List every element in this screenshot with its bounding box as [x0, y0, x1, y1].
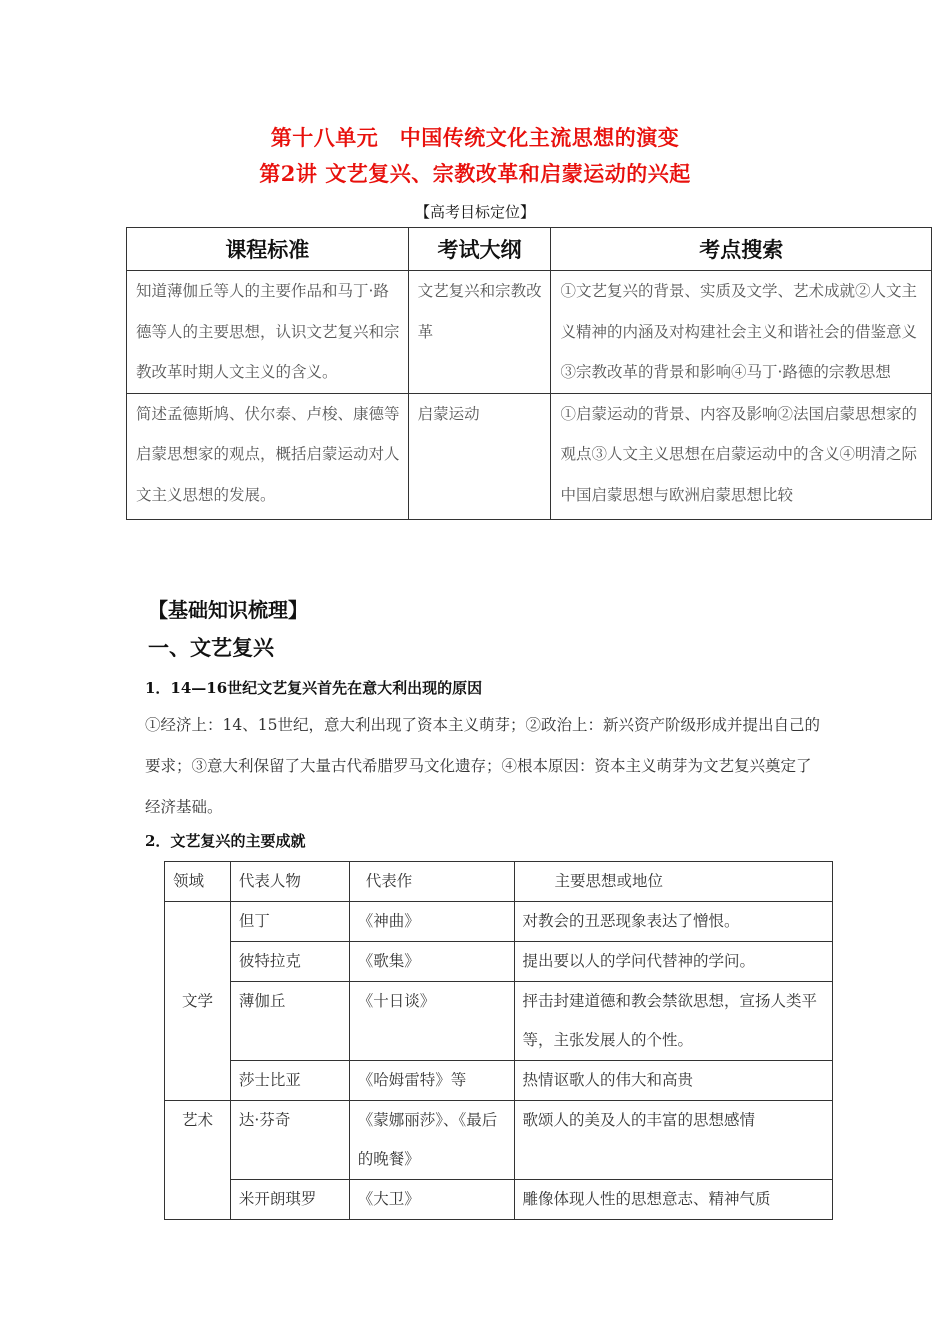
lesson-title: 第2讲 文艺复兴、宗教改革和启蒙运动的兴起 — [259, 161, 691, 186]
table-row — [165, 942, 833, 982]
header-field: 领域 — [165, 862, 231, 902]
target-table-header — [127, 228, 932, 271]
table-row — [165, 1101, 833, 1180]
achievements-header — [165, 862, 833, 902]
cell-work: 《蒙娜丽莎》、《最后的晚餐》 — [349, 1101, 514, 1180]
table-row — [165, 1061, 833, 1101]
item1-text: ①经济上：14、15世纪，意大利出现了资本主义萌芽；②政治上：新兴资产阶级形成并提出自己的要求；③意大利保留了大量古代希腊罗马文化遗存；④根本原因：资本主义萌芽为文艺复兴奠定了经济基础。 — [145, 716, 820, 816]
cell-standard: 简述孟德斯鸠、伏尔泰、卢梭、康德等启蒙思想家的观点，概括启蒙运动对人文主义思想的发展。 — [127, 393, 409, 520]
field-art: 艺术 — [165, 1101, 231, 1220]
part-heading: 一、文艺复兴 — [148, 635, 274, 660]
cell-outline: 启蒙运动 — [408, 393, 551, 520]
cell-work: 《十日谈》 — [349, 982, 514, 1061]
table-row — [127, 393, 932, 520]
header-person: 代表人物 — [230, 862, 349, 902]
achievements-table — [164, 861, 833, 1220]
cell-person: 薄伽丘 — [230, 982, 349, 1061]
item1-title: 1．14—16世纪文艺复兴首先在意大利出现的原因 — [145, 679, 483, 697]
cell-idea: 对教会的丑恶现象表达了憎恨。 — [514, 902, 833, 942]
cell-points: ①启蒙运动的背景、内容及影响②法国启蒙思想家的观点③人文主义思想在启蒙运动中的含义④明清之际中国启蒙思想与欧洲启蒙思想比较 — [551, 393, 932, 520]
item2-title: 2．文艺复兴的主要成就 — [145, 832, 306, 850]
cell-person: 达·芬奇 — [230, 1101, 349, 1180]
cell-idea: 热情讴歌人的伟大和高贵 — [514, 1061, 833, 1101]
unit-title: 第十八单元 中国传统文化主流思想的演变 — [270, 125, 680, 150]
cell-idea: 雕像体现人性的思想意志、精神气质 — [514, 1180, 833, 1220]
header-points: 考点搜索 — [551, 228, 932, 271]
cell-idea: 歌颂人的美及人的丰富的思想感情 — [514, 1101, 833, 1180]
header-idea: 主要思想或地位 — [514, 862, 833, 902]
cell-work: 《大卫》 — [349, 1180, 514, 1220]
table-row — [165, 982, 833, 1061]
field-literature: 文学 — [165, 902, 231, 1101]
header-standard: 课程标准 — [127, 228, 409, 271]
header-outline: 考试大纲 — [408, 228, 551, 271]
cell-person: 莎士比亚 — [230, 1061, 349, 1101]
cell-work: 《哈姆雷特》等 — [349, 1061, 514, 1101]
cell-idea: 抨击封建道德和教会禁欲思想，宣扬人类平等，主张发展人的个性。 — [514, 982, 833, 1061]
table-row — [165, 1180, 833, 1220]
cell-person: 米开朗琪罗 — [230, 1180, 349, 1220]
target-table — [126, 227, 932, 520]
cell-person: 彼特拉克 — [230, 942, 349, 982]
cell-outline: 文艺复兴和宗教改革 — [408, 271, 551, 394]
cell-standard: 知道薄伽丘等人的主要作品和马丁·路德等人的主要思想，认识文艺复兴和宗教改革时期人文主义的含义。 — [127, 271, 409, 394]
target-caption: 【高考目标定位】 — [414, 203, 535, 221]
section-heading: 【基础知识梳理】 — [148, 598, 308, 622]
table-row — [165, 902, 833, 942]
cell-person: 但丁 — [230, 902, 349, 942]
cell-work: 《歌集》 — [349, 942, 514, 982]
cell-points: ①文艺复兴的背景、实质及文学、艺术成就②人文主义精神的内涵及对构建社会主义和谐社会的借鉴意义③宗教改革的背景和影响④马丁·路德的宗教思想 — [551, 271, 932, 394]
header-work: 代表作 — [349, 862, 514, 902]
cell-idea: 提出要以人的学问代替神的学问。 — [514, 942, 833, 982]
table-row — [127, 271, 932, 394]
cell-work: 《神曲》 — [349, 902, 514, 942]
